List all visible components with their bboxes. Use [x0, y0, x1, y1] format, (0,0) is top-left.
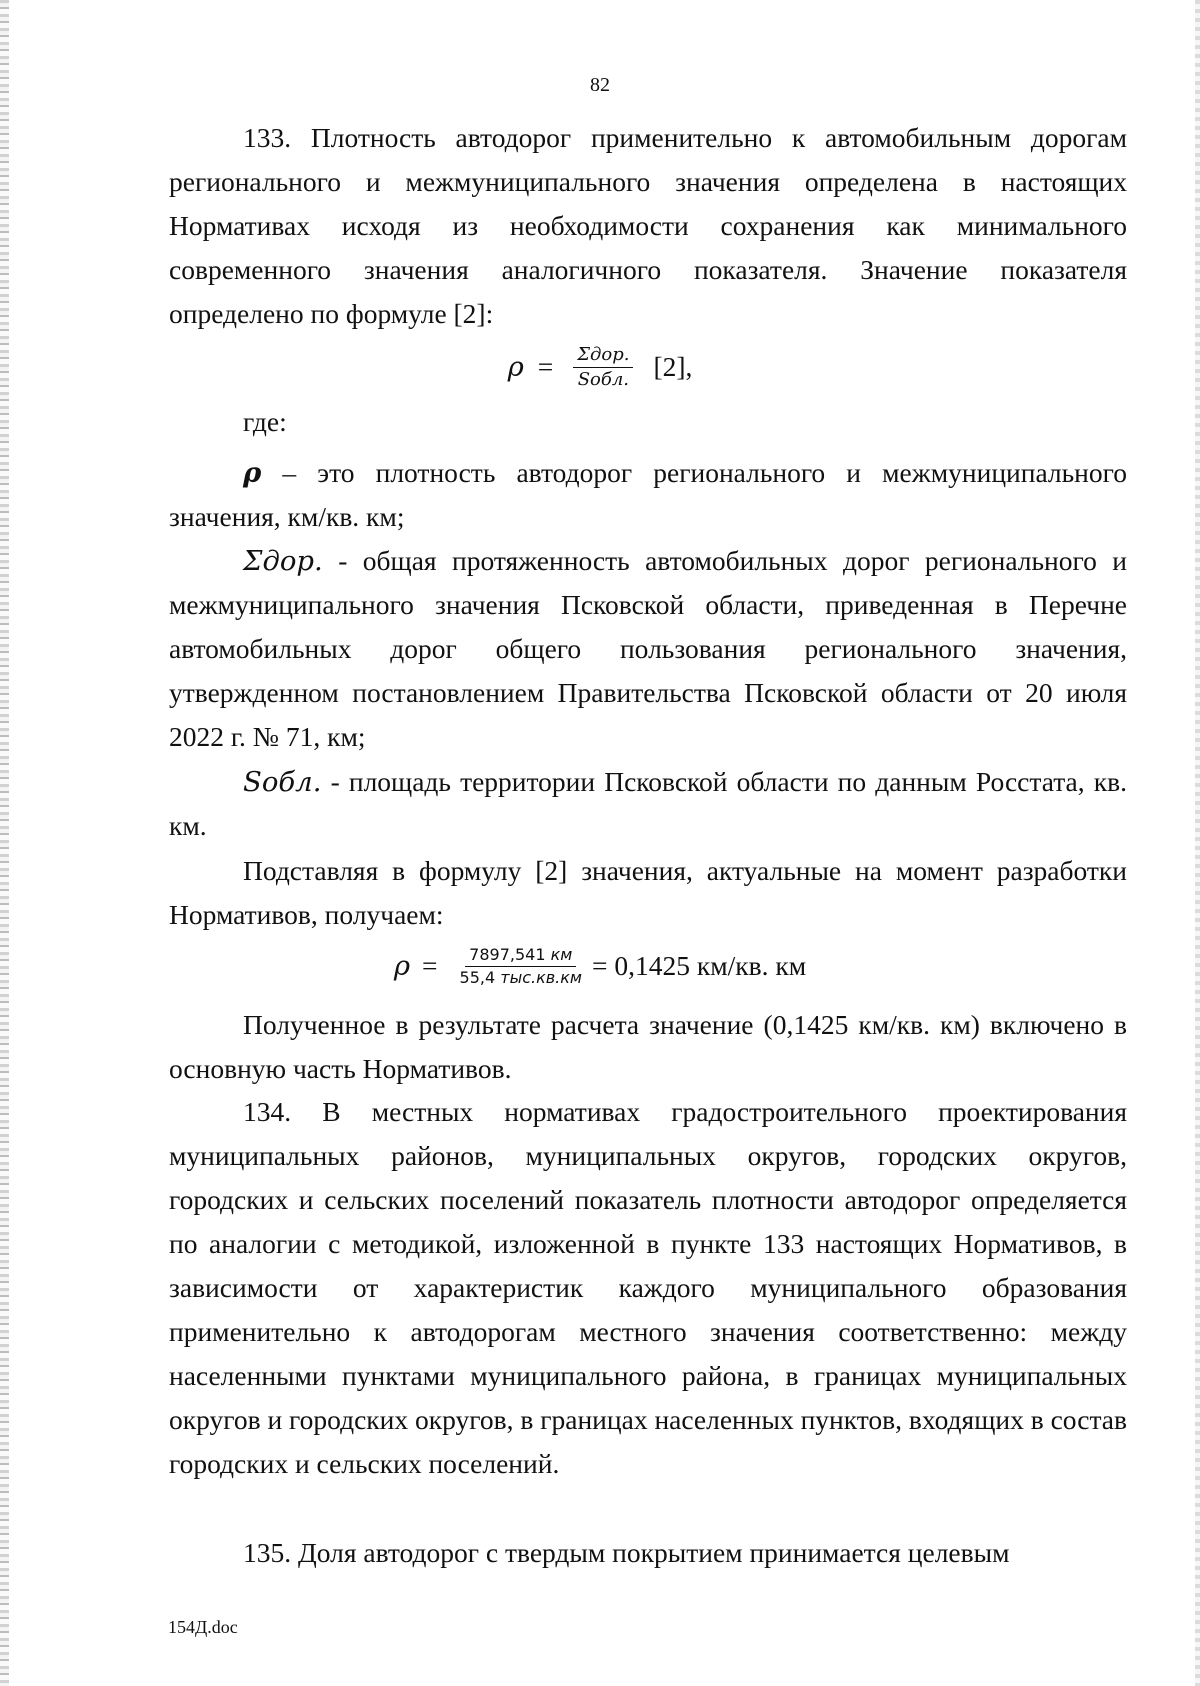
calc-numerator-value: 7897,541 [469, 944, 546, 964]
where-label: где: [243, 406, 287, 437]
result-paragraph: Полученное в результате расчета значение (0,1425 км/кв. км) включено в основную часть Нормативов. [169, 1009, 1127, 1084]
definition-area [169, 760, 1127, 848]
formula-density [0, 334, 1200, 400]
definition-rho [169, 451, 1127, 539]
definition-rho-text: – это плотность автодорог регионального и межмуниципального значения, км/кв. км; [169, 457, 1127, 532]
substitute-paragraph: Подставляя в формулу [2] значения, актуальные на момент разработки Нормативов, получаем: [169, 855, 1127, 930]
calc-denominator [456, 967, 586, 987]
paragraph-134: 134. В местных нормативах градостроительного проектирования муниципальных районов, муниципальных округов, городских округов, городских и сельских поселений показатель плотности автодорог определяется по аналогии с методикой, изложенной в пункте 133 настоящих Нормативов, в зависимости от характеристик каждого муниципального образования применительно к автодорогам местного значения соответственно: между населенными пунктами муниципального района, в границах муниципальных округов и городских округов, в границах населенных пунктов, входящих в состав городских и сельских поселений. [169, 1096, 1127, 1479]
formula-numerator: Σдор. [573, 345, 633, 368]
calc-fraction [456, 946, 586, 986]
formula-equals: = [537, 351, 554, 382]
formula-calculation [0, 936, 1200, 996]
formula-fraction [573, 345, 633, 390]
footer-filename: 154Д.doc [168, 1617, 238, 1637]
definition-area-text: - площадь территории Псковской области по данным Росстата, кв. км. [169, 766, 1127, 841]
definition-area-term: Sобл. [243, 766, 322, 798]
calc-numerator [465, 946, 576, 967]
definition-rho-term: ρ [243, 457, 262, 489]
formula-lhs: ρ [507, 351, 524, 383]
definition-sigma-term: Σдор. [243, 545, 323, 577]
calc-denominator-value: 55,4 [459, 967, 496, 987]
definition-sigma [169, 539, 1127, 759]
formula-denominator: Sобл. [577, 368, 630, 390]
definition-sigma-text: - общая протяженность автомобильных дорог регионального и межмуниципального значения Псковской области, приведенная в Перечне автомобильных дорог общего пользования регионального значения, утвержденном постановлением Правительства Псковской области от 20 июля 2022 г. № 71, км; [169, 545, 1127, 752]
scan-edge-left [0, 0, 9, 1686]
paragraph-133: 133. Плотность автодорог применительно к автомобильным дорогам регионального и межмуниципального значения определена в настоящих Нормативах исходя из необходимости сохранения как минимального современного значения аналогичного показателя. Значение показателя определено по формуле [2]: [169, 122, 1127, 329]
calc-equals: = [422, 950, 438, 981]
page-number: 82 [590, 74, 610, 96]
scan-edge-right [1195, 0, 1200, 1686]
calc-denominator-unit: тыс.кв.км [500, 967, 582, 987]
paragraph-135: 135. Доля автодорог с твердым покрытием принимается целевым [243, 1537, 1010, 1568]
calc-numerator-unit: км [550, 944, 573, 964]
calc-lhs: ρ [393, 950, 411, 982]
calc-result: = 0,1425 км/кв. км [592, 950, 807, 981]
formula-reference: [2], [653, 351, 693, 382]
